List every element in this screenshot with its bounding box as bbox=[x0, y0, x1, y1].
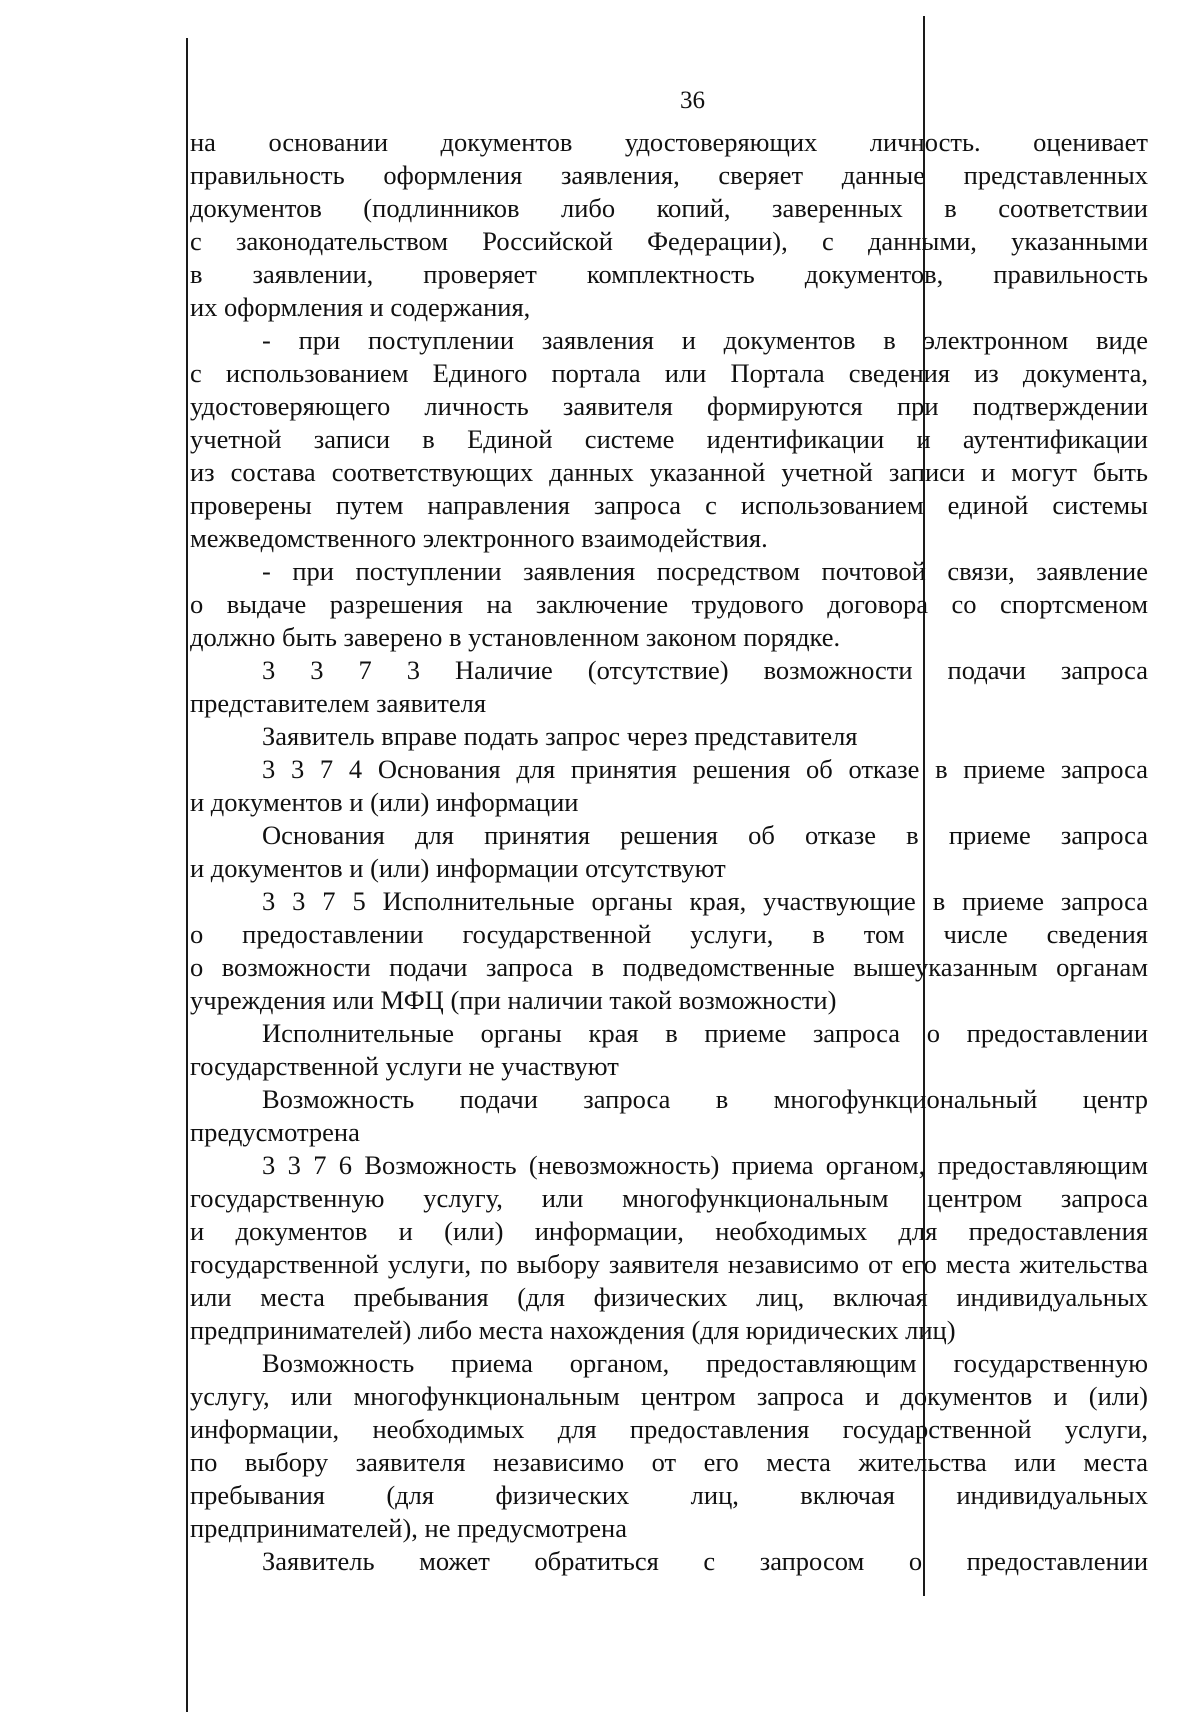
text-line: по выбору заявителя независимо от его места жительства или места bbox=[190, 1447, 1148, 1477]
text-line: - при поступлении заявления посредством почтовой связи, заявление bbox=[262, 556, 1148, 586]
text-line: о возможности подачи запроса в подведомственные вышеуказанным органам bbox=[190, 952, 1148, 982]
text-line: проверены путем направления запроса с использованием единой системы bbox=[190, 490, 1148, 520]
text-line: и документов и (или) информации отсутствуют bbox=[190, 853, 726, 883]
scan-left-border-line bbox=[186, 38, 188, 1712]
text-line: с использованием Единого портала или Портала сведения из документа, bbox=[190, 358, 1148, 388]
text-line: межведомственного электронного взаимодействия. bbox=[190, 523, 768, 553]
text-line: должно быть заверено в установленном законом порядке. bbox=[190, 622, 841, 652]
text-line: с законодательством Российской Федерации), с данными, указанными bbox=[190, 226, 1148, 256]
text-line: 3 3 7 6 Возможность (невозможность) приема органом, предоставляющим bbox=[262, 1150, 1148, 1180]
text-line: государственную услугу, или многофункциональным центром запроса bbox=[190, 1183, 1148, 1213]
text-line: информации, необходимых для предоставления государственной услуги, bbox=[190, 1414, 1148, 1444]
document-body-text bbox=[190, 126, 1148, 1578]
text-line: государственной услуги не участвуют bbox=[190, 1051, 619, 1081]
text-line: учетной записи в Единой системе идентификации и аутентификации bbox=[190, 424, 1148, 454]
text-line: о предоставлении государственной услуги, в том числе сведения bbox=[190, 919, 1148, 949]
text-line: и документов и (или) информации bbox=[190, 787, 579, 817]
text-line: или места пребывания (для физических лиц, включая индивидуальных bbox=[190, 1282, 1148, 1312]
text-line: - при поступлении заявления и документов в электронном виде bbox=[262, 325, 1148, 355]
text-line: представителем заявителя bbox=[190, 688, 487, 718]
text-line: предпринимателей) либо места нахождения (для юридических лиц) bbox=[190, 1315, 956, 1345]
text-line: Заявитель может обратиться с запросом о предоставлении bbox=[262, 1546, 1148, 1576]
text-line: в заявлении, проверяет комплектность документов, правильность bbox=[190, 259, 1148, 289]
text-line: 3 3 7 4 Основания для принятия решения об отказе в приеме запроса bbox=[262, 754, 1148, 784]
text-line: на основании документов удостоверяющих личность. оценивает bbox=[190, 127, 1148, 157]
text-line: Основания для принятия решения об отказе в приеме запроса bbox=[262, 820, 1148, 850]
page-number: 36 bbox=[680, 87, 705, 114]
text-line: правильность оформления заявления, сверяет данные представленных bbox=[190, 160, 1148, 190]
text-line: 3 3 7 5 Исполнительные органы края, участвующие в приеме запроса bbox=[262, 886, 1148, 916]
text-line: и документов и (или) информации, необходимых для предоставления bbox=[190, 1216, 1148, 1246]
text-line: Заявитель вправе подать запрос через представителя bbox=[262, 721, 858, 751]
text-line: Исполнительные органы края в приеме запроса о предоставлении bbox=[262, 1018, 1148, 1048]
text-line: о выдаче разрешения на заключение трудового договора со спортсменом bbox=[190, 589, 1148, 619]
text-line: из состава соответствующих данных указанной учетной записи и могут быть bbox=[190, 457, 1148, 487]
text-line: предусмотрена bbox=[190, 1117, 360, 1147]
text-line: Возможность подачи запроса в многофункциональный центр bbox=[262, 1084, 1148, 1114]
text-line: государственной услуги, по выбору заявителя независимо от его места жительства bbox=[190, 1249, 1148, 1279]
text-line: их оформления и содержания, bbox=[190, 292, 531, 322]
text-line: удостоверяющего личность заявителя формируются при подтверждении bbox=[190, 391, 1148, 421]
text-line: учреждения или МФЦ (при наличии такой возможности) bbox=[190, 985, 837, 1015]
text-line: 3 3 7 3 Наличие (отсутствие) возможности подачи запроса bbox=[262, 655, 1148, 685]
text-line: документов (подлинников либо копий, заверенных в соответствии bbox=[190, 193, 1148, 223]
text-line: Возможность приема органом, предоставляющим государственную bbox=[262, 1348, 1148, 1378]
text-line: пребывания (для физических лиц, включая индивидуальных bbox=[190, 1480, 1148, 1510]
text-line: предпринимателей), не предусмотрена bbox=[190, 1513, 627, 1543]
text-line: услугу, или многофункциональным центром запроса и документов и (или) bbox=[190, 1381, 1148, 1411]
